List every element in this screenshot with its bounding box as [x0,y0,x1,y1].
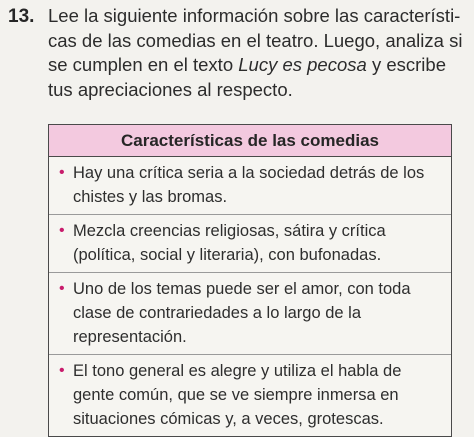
bullet-icon: • [59,222,65,239]
list-item [49,355,451,436]
list-item [49,273,451,355]
question-text-after-title: y escribe tus apreciaciones al respecto. [48,54,446,100]
list-item [49,157,451,215]
list-item [49,215,451,273]
list-item-text: El tono general es alegre y utiliza el habla de gente común, que se ve siempre inmersa en situaciones cómicas y, a veces, grotescas. [73,362,402,428]
list-item-text: Uno de los temas puede ser el amor, con toda clase de contrariedades a lo largo de la representación. [73,280,411,346]
list-item-text: Mezcla creencias religiosas, sátira y crítica (política, social y literaria), con bufonadas. [73,222,386,264]
bullet-icon: • [59,362,65,379]
list-item-text: Hay una crítica seria a la sociedad detrás de los chistes y las bromas. [73,164,425,206]
question-13 [8,4,468,102]
table-header: Características de las comedias [49,125,451,157]
question-text [48,4,468,102]
bullet-icon: • [59,164,65,181]
question-text-before-title: Lee la siguiente información sobre las característi-cas de las comedias en el teatro. Luego, analiza si se cumplen en el texto [48,5,463,75]
comedy-characteristics-table [48,124,452,437]
question-number: 13. [8,6,35,27]
work-title: Lucy es pecosa [238,54,367,75]
question-row [8,4,468,102]
bullet-icon: • [59,280,65,297]
